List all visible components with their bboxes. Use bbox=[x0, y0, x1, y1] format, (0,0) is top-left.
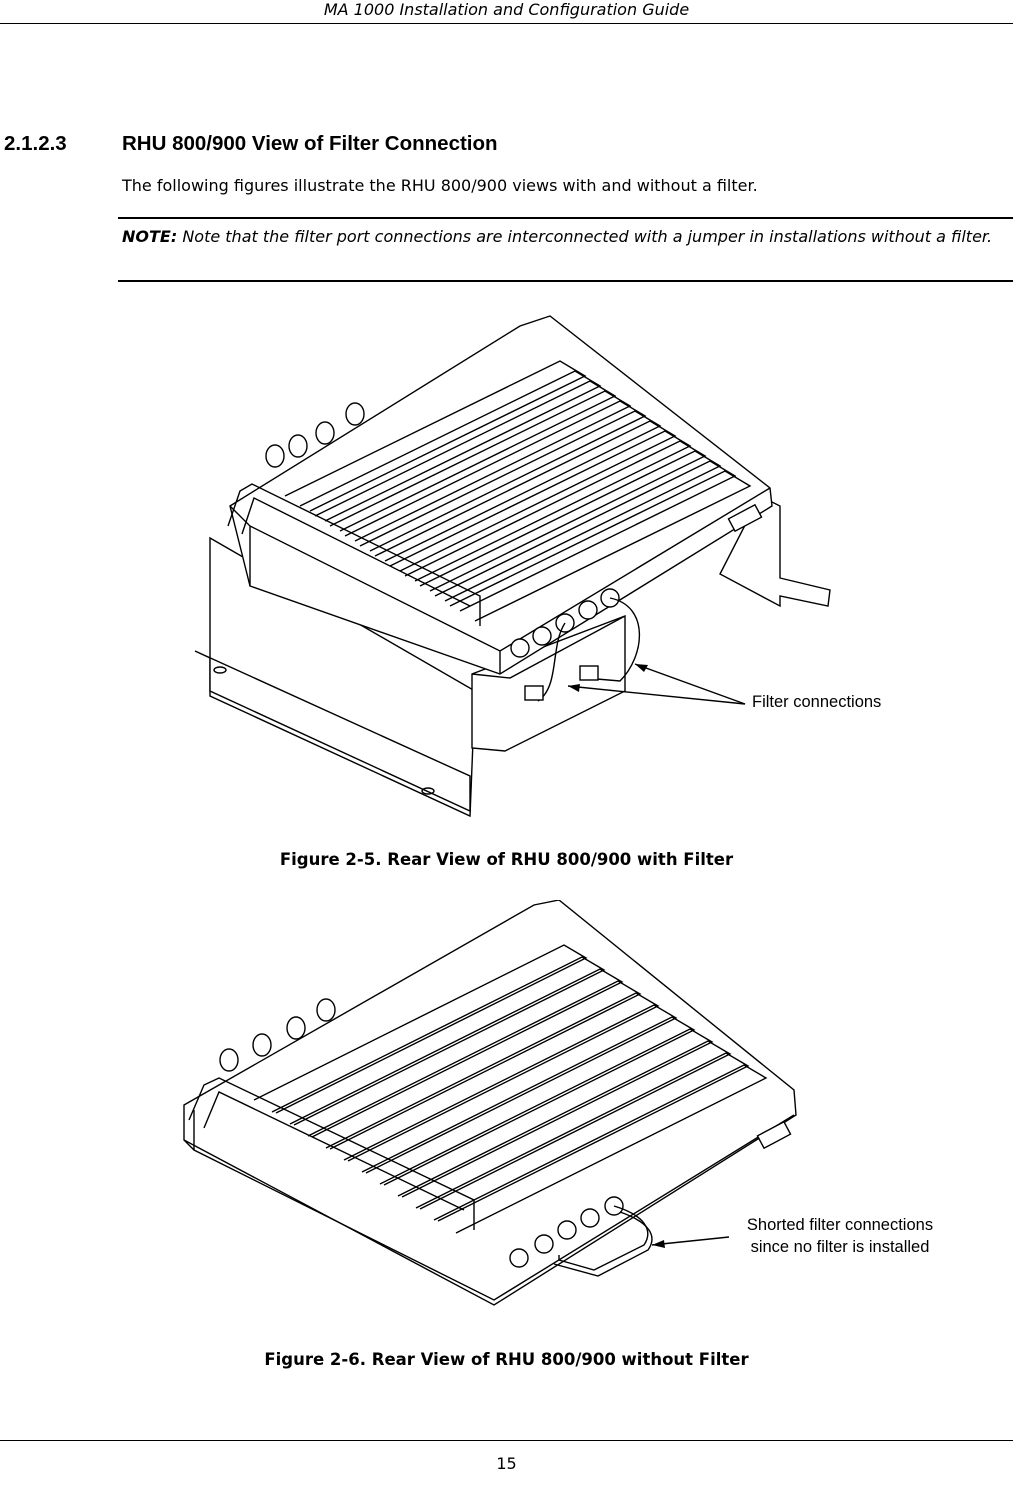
note-bottom-rule bbox=[118, 280, 1013, 282]
figure-2-5-caption: Figure 2-5. Rear View of RHU 800/900 with Filter bbox=[279, 850, 734, 869]
unit-body bbox=[184, 900, 796, 1305]
note-text: Note that the filter port connections are interconnected with a jumper in installations without a filter. bbox=[177, 227, 993, 246]
filter-connections-label: Filter connections bbox=[752, 693, 882, 711]
section-title: RHU 800/900 View of Filter Connection bbox=[122, 132, 498, 155]
page-number: 15 bbox=[496, 1454, 517, 1473]
section-number: 2.1.2.3 bbox=[4, 132, 67, 155]
intro-paragraph: The following figures illustrate the RHU 800/900 views with and without a filter. bbox=[122, 176, 758, 195]
footer-rule bbox=[0, 1440, 1013, 1441]
shorted-label-line-2: since no filter is installed bbox=[750, 1238, 930, 1256]
note-paragraph bbox=[122, 223, 1009, 250]
note-top-rule bbox=[118, 217, 1013, 219]
shorted-label-line-1: Shorted filter connections bbox=[746, 1216, 934, 1234]
header-rule bbox=[0, 23, 1013, 24]
running-header: MA 1000 Installation and Configuration Guide bbox=[323, 0, 690, 19]
shorted-connections-label bbox=[730, 1214, 950, 1258]
note-label: NOTE: bbox=[122, 227, 178, 246]
figure-2-6-caption: Figure 2-6. Rear View of RHU 800/900 without Filter bbox=[264, 1350, 749, 1369]
rhu-with-filter-drawing bbox=[180, 306, 832, 826]
